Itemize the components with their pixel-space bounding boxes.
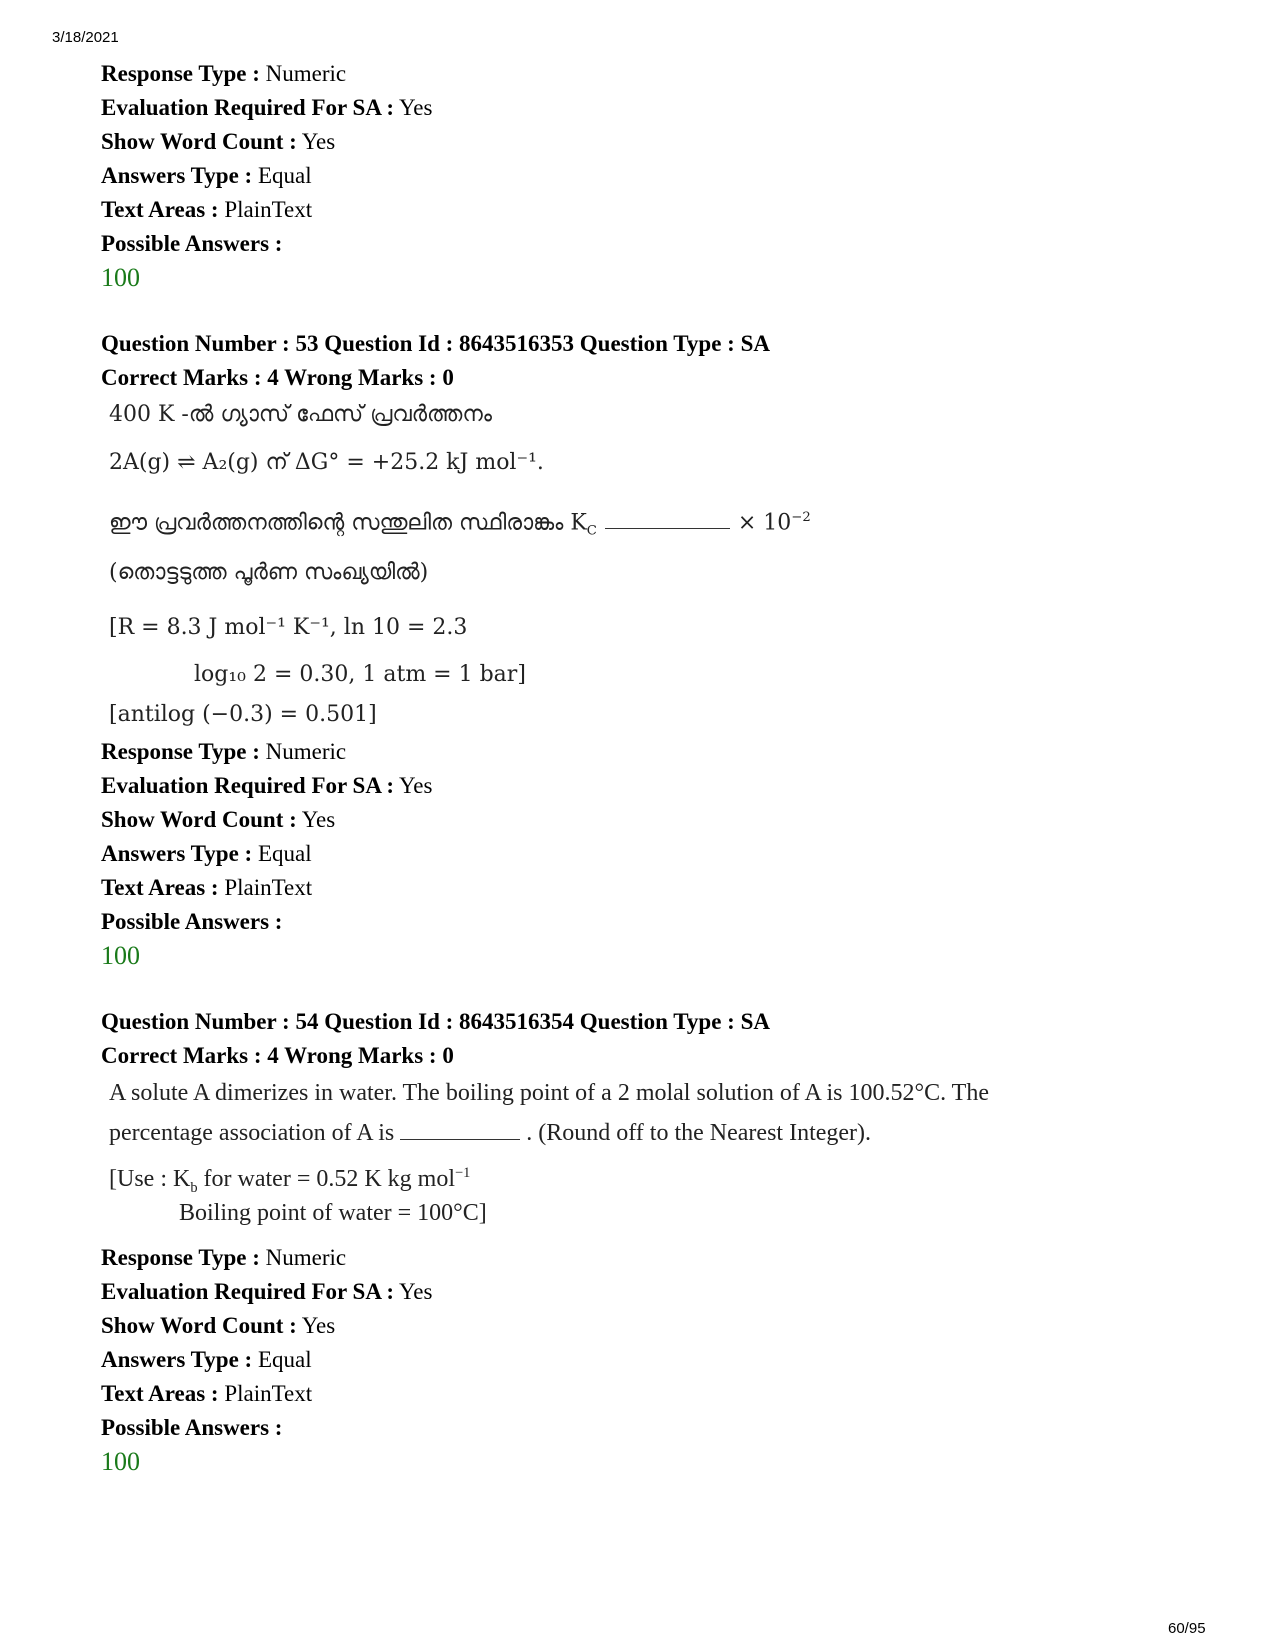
question-text-line: percentage association of A is . (Round off to the Nearest Integer). bbox=[109, 1120, 872, 1146]
possible-answers-label: Possible Answers : bbox=[101, 231, 283, 256]
page-number: 60/95 bbox=[1168, 1620, 1206, 1637]
response-type-row: Response Type : Numeric bbox=[101, 739, 347, 764]
question-header: Question Number : 53 Question Id : 8643516353 Question Type : SA bbox=[101, 331, 770, 356]
question-text-line: ഈ പ്രവർത്തനത്തിന്റെ സന്തുലിത സ്ഥിരാങ്കം $K_C \times 10^{-2}$ bbox=[109, 510, 811, 539]
question-marks: Correct Marks : 4 Wrong Marks : 0 bbox=[101, 365, 454, 390]
question-marks: Correct Marks : 4 Wrong Marks : 0 bbox=[101, 1043, 454, 1068]
answer-blank bbox=[605, 510, 730, 529]
word-count-row: Show Word Count : Yes bbox=[101, 129, 336, 154]
question-body bbox=[101, 395, 1211, 735]
text-areas-row: Text Areas : PlainText bbox=[101, 875, 313, 900]
question-text-line: log₁₀ 2 = 0.30, 1 atm = 1 bar] bbox=[194, 662, 526, 687]
question-text-line: A solute A dimerizes in water. The boiling point of a 2 molal solution of A is 100.52°C. The bbox=[109, 1080, 989, 1106]
possible-answer: 100 bbox=[101, 941, 140, 970]
prev-question-meta bbox=[101, 57, 1211, 301]
text-areas-row: Text Areas : PlainText bbox=[101, 1381, 313, 1406]
question-text-line: Boiling point of water = 100°C] bbox=[179, 1200, 487, 1226]
question-body bbox=[101, 1073, 1211, 1233]
question-53 bbox=[101, 327, 1211, 979]
answer-blank bbox=[400, 1121, 520, 1140]
question-header: Question Number : 54 Question Id : 8643516354 Question Type : SA bbox=[101, 1009, 770, 1034]
word-count-row: Show Word Count : Yes bbox=[101, 807, 336, 832]
question-text-line: (തൊട്ടടുത്ത പൂർണ സംഖ്യയിൽ) bbox=[109, 560, 429, 585]
possible-answer: 100 bbox=[101, 263, 140, 292]
question-text-line: [antilog (−0.3) = 0.501] bbox=[109, 702, 377, 727]
question-text-line: 2A(g) ⇌ A₂(g) ന് ΔG° = +25.2 kJ mol⁻¹. bbox=[109, 450, 544, 475]
answers-type-row: Answers Type : Equal bbox=[101, 841, 312, 866]
evaluation-row: Evaluation Required For SA : Yes bbox=[101, 1279, 433, 1304]
answers-type-row: Answers Type : Equal bbox=[101, 163, 312, 188]
question-text-line: [Use : $K_b$ for water = 0.52 K kg mol$^{-1}$ bbox=[109, 1165, 471, 1196]
question-text-line: [R = 8.3 J mol⁻¹ K⁻¹, ln 10 = 2.3 bbox=[109, 615, 468, 640]
question-text-line: 400 K -ൽ ഗ്യാസ് ഫേസ് പ്രവർത്തനം bbox=[109, 402, 492, 427]
possible-answers-label: Possible Answers : bbox=[101, 909, 283, 934]
answers-type-row: Answers Type : Equal bbox=[101, 1347, 312, 1372]
possible-answer: 100 bbox=[101, 1447, 140, 1476]
print-date: 3/18/2021 bbox=[52, 29, 119, 46]
page-content bbox=[101, 57, 1211, 1485]
response-type-row: Response Type : Numeric bbox=[101, 61, 347, 86]
text-areas-row: Text Areas : PlainText bbox=[101, 197, 313, 222]
evaluation-row: Evaluation Required For SA : Yes bbox=[101, 95, 433, 120]
word-count-row: Show Word Count : Yes bbox=[101, 1313, 336, 1338]
response-type-row: Response Type : Numeric bbox=[101, 1245, 347, 1270]
question-54 bbox=[101, 1005, 1211, 1485]
possible-answers-label: Possible Answers : bbox=[101, 1415, 283, 1440]
evaluation-row: Evaluation Required For SA : Yes bbox=[101, 773, 433, 798]
